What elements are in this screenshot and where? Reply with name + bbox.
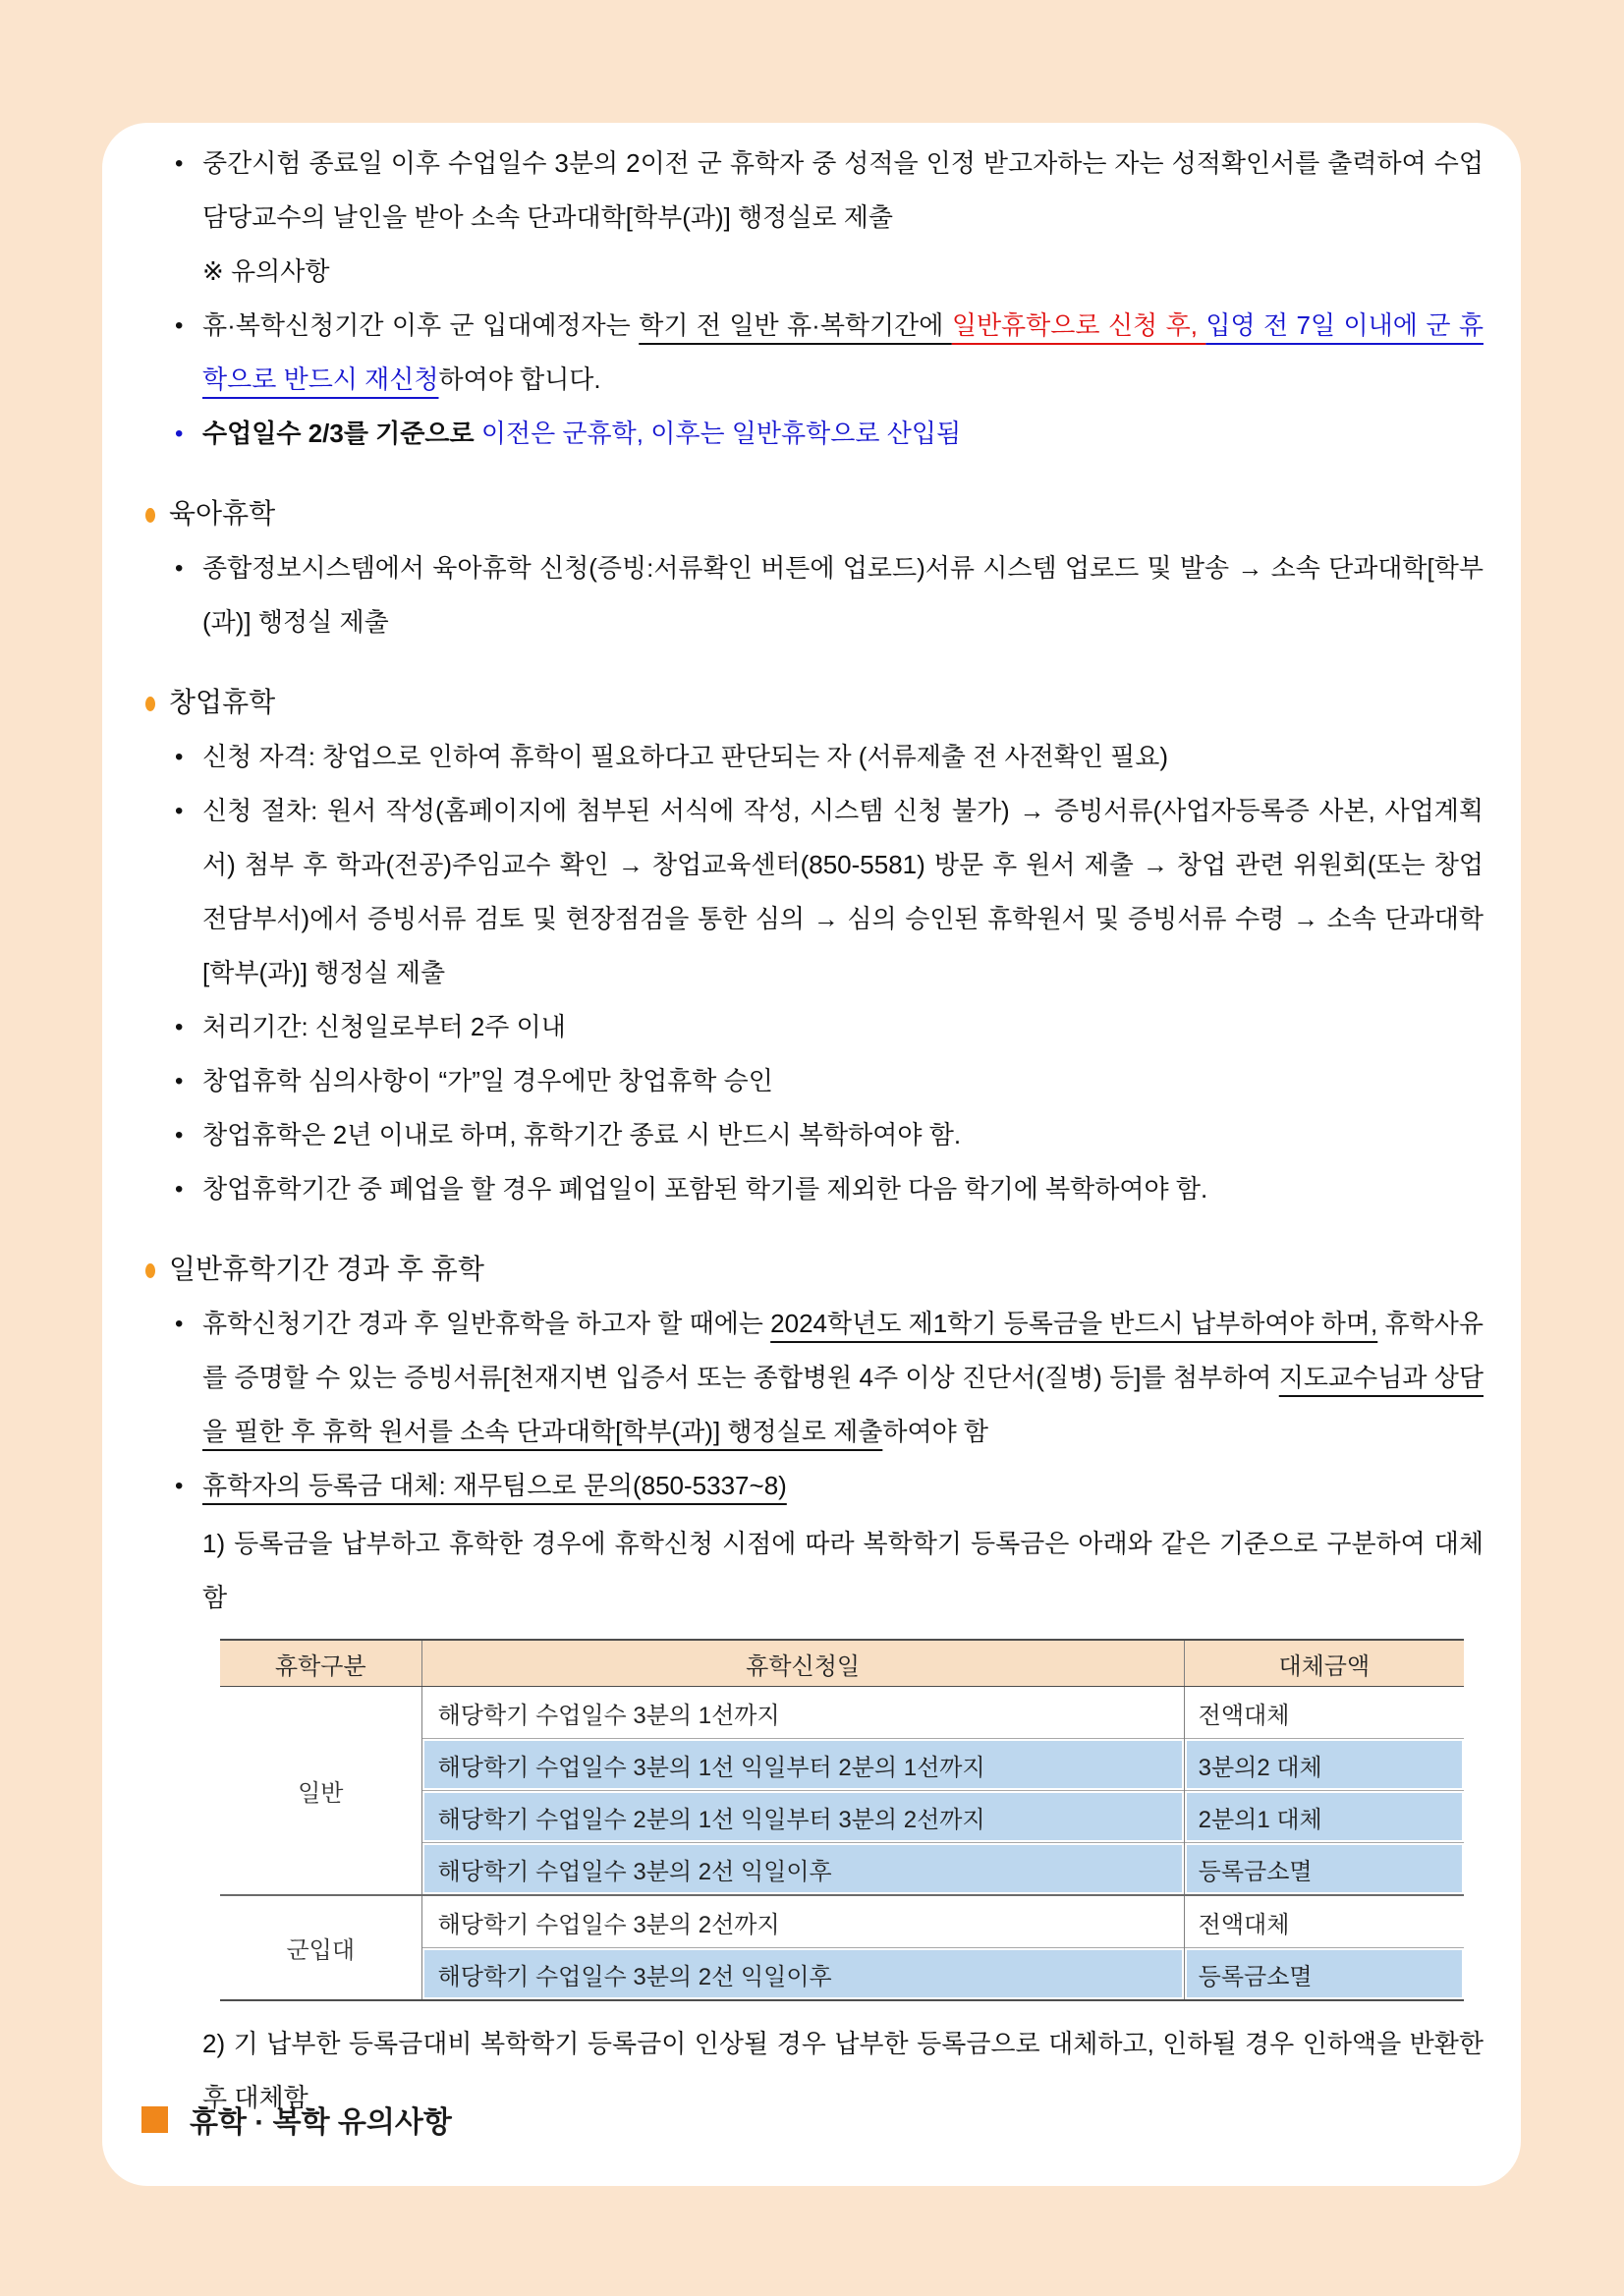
section-title-leave-after-general-period: [145, 1242, 1484, 1297]
numbered-paragraph: [145, 1517, 1484, 1625]
text-run: 2024학년도 제1학기 등록금을 반드시 납부하여야 하며,: [770, 1309, 1378, 1338]
text-run: 종합정보시스템에서 육아휴학 신청(증빙:서류확인 버튼에 업로드)서류 시스템 업로드 및 발송 → 소속 단과대학[학부(과)] 행정실 제출: [202, 553, 1484, 637]
text-run: ※ 유의사항: [202, 256, 330, 286]
table-cell-application-date: 해당학기 수업일수 3분의 2선 익일이후: [421, 1843, 1184, 1896]
list-item: [145, 407, 1484, 461]
bullet-icon: •: [175, 1014, 184, 1040]
list-item: [145, 137, 1484, 245]
text-run: 하여야 함: [882, 1417, 989, 1446]
bullet-icon: •: [175, 1473, 184, 1499]
text-run: 창업휴학기간 중 폐업을 할 경우 폐업일이 포함된 학기를 제외한 다음 학기에 복학하여야 함.: [202, 1174, 1208, 1204]
table-header-category: 휴학구분: [220, 1640, 421, 1687]
text-run: 2) 기 납부한 등록금대비 복학학기 등록금이 인상될 경우 납부한 등록금으로 대체하고, 인하될 경우 인하액을 반환한 후 대체함: [202, 2029, 1484, 2112]
bullet-icon: •: [175, 1122, 184, 1148]
text-run: 창업휴학 심의사항이 “가”일 경우에만 창업휴학 승인: [202, 1066, 773, 1095]
list-item-text: [202, 1459, 1484, 1513]
text-run: 이전은 군휴학, 이후는 일반휴학으로 산입됨: [480, 419, 962, 448]
table-cell-category: 군입대: [220, 1895, 421, 2000]
list-item: [145, 784, 1484, 1000]
text-run: 휴학사유를 증명할 수 있는 증빙서류[천재지변 입증서 또는 종합병원 4주 이상 진단서(질병) 등]를 첨부하여: [202, 1309, 1484, 1392]
section-title-text: 일반휴학기간 경과 후 휴학: [169, 1254, 484, 1284]
list-item-text: [202, 541, 1484, 649]
text-run: 휴학자의 등록금 대체: 재무팀으로 문의(850-5337~8): [202, 1471, 787, 1500]
table-cell-replacement-amount: 3분의2 대체: [1184, 1739, 1464, 1791]
table-cell-replacement-amount: 2분의1 대체: [1184, 1791, 1464, 1843]
text-run: 휴학신청기간 경과 후 일반휴학을 하고자 할 때에는: [202, 1309, 771, 1338]
document-content: [102, 123, 1521, 2186]
list-item: [145, 1459, 1484, 1513]
bullet-icon: •: [175, 555, 184, 582]
list-item: [145, 1000, 1484, 1054]
list-item-text: [202, 1162, 1484, 1216]
text-run: 휴·복학신청기간 이후 군 입대예정자는: [202, 310, 640, 340]
table-cell-replacement-amount: 전액대체: [1184, 1687, 1464, 1739]
table-cell-replacement-amount: 등록금소멸: [1184, 1843, 1464, 1896]
list-item: [145, 1162, 1484, 1216]
table-body: [220, 1687, 1464, 2001]
list-item-text: [202, 784, 1484, 1000]
text-run: 창업휴학은 2년 이내로 하며, 휴학기간 종료 시 반드시 복학하여야 함.: [202, 1120, 962, 1149]
footer-section-heading: [141, 2098, 452, 2141]
list-item: [145, 299, 1484, 407]
table-header-replacement-amount: 대체금액: [1184, 1640, 1464, 1687]
bullet-icon: •: [175, 744, 184, 770]
table-cell-application-date: 해당학기 수업일수 3분의 2선 익일이후: [421, 1948, 1184, 2001]
text-run: 하여야 합니다.: [438, 364, 601, 394]
table-cell-replacement-amount: 등록금소멸: [1184, 1948, 1464, 2001]
table-cell-application-date: 해당학기 수업일수 3분의 2선까지: [421, 1895, 1184, 1948]
text-run: 처리기간: 신청일로부터 2주 이내: [202, 1012, 566, 1041]
table-head: [220, 1640, 1464, 1687]
footer-section-title: 휴학 · 복학 유의사항: [190, 2106, 452, 2139]
table-header-row: [220, 1640, 1464, 1687]
section-title-text: 창업휴학: [169, 687, 276, 717]
table-cell-category: 일반: [298, 1780, 344, 1807]
text-run: 1) 등록금을 납부하고 휴학한 경우에 휴학신청 시점에 따라 복학학기 등록금은 아래와 같은 기준으로 구분하여 대체함: [202, 1529, 1484, 1612]
bullet-icon: •: [175, 312, 184, 339]
bullet-icon: •: [175, 1176, 184, 1203]
table-cell-application-date: 해당학기 수업일수 3분의 1선까지: [421, 1687, 1184, 1739]
text-run: 중간시험 종료일 이후 수업일수 3분의 2이전 군 휴학자 중 성적을 인정 받고자하는 자는 성적확인서를 출력하여 수업담당교수의 날인을 받아 소속 단과대학[학부(과)] 행정실로 제출: [202, 148, 1484, 232]
list-item-text: [202, 1000, 1484, 1054]
list-item: [145, 1054, 1484, 1108]
table-row: [220, 1687, 1464, 1739]
text-run: 신청 자격: 창업으로 인하여 휴학이 필요하다고 판단되는 자 (서류제출 전 사전확인 필요): [202, 742, 1169, 771]
tuition-replacement-table-wrapper: [220, 1639, 1464, 2001]
text-run: 일반휴학으로 신청 후,: [951, 310, 1206, 340]
list-item: [145, 1297, 1484, 1459]
text-run: 지도교수님과 상담을 필한 후 휴학 원서를 소속 단과대학[학부(과)] 행정실로 제출: [202, 1363, 1484, 1446]
bullet-icon: •: [175, 1311, 184, 1337]
list-item: [145, 1108, 1484, 1162]
list-item-text: [202, 1054, 1484, 1108]
list-item-text: [202, 299, 1484, 407]
table-row: [220, 1895, 1464, 1948]
list-item-text: [202, 137, 1484, 245]
bullet-icon: •: [175, 420, 184, 447]
list-item-text: [202, 407, 1484, 461]
section-title-childcare-leave: [145, 486, 1484, 541]
orange-square-icon: [141, 2106, 168, 2133]
list-item-text: [202, 730, 1484, 784]
section-bullet-icon: [145, 1263, 155, 1278]
list-item: [145, 541, 1484, 649]
bullet-icon: •: [175, 150, 184, 177]
table-header-application-date: 휴학신청일: [421, 1640, 1184, 1687]
list-item-text: [202, 1108, 1484, 1162]
table-cell-application-date: 해당학기 수업일수 3분의 1선 익일부터 2분의 1선까지: [421, 1739, 1184, 1791]
list-item-text: [202, 1297, 1484, 1459]
tuition-replacement-table: [220, 1639, 1464, 2001]
note-line: [145, 245, 1484, 299]
table-cell-replacement-amount: 전액대체: [1184, 1895, 1464, 1948]
section-bullet-icon: [145, 697, 155, 711]
text-run: 입영 전 7일 이내에 군 휴학으로 반드시 재신청: [202, 310, 1484, 394]
text-run: 신청 절차: 원서 작성(홈페이지에 첨부된 서식에 작성, 시스템 신청 불가) → 증빙서류(사업자등록증 사본, 사업계획서) 첨부 후 학과(전공)주임교수 확인 → 창업교육센터(850-5581) 방문 후 원서 제출 → 창업 관련 위원회(또는 창업 전담부서)에서 증빙서류 검토 및 현장점검을 통한 심의 → 심의 승인된 휴학원서 및 증빙서류 수령 → 소속 단과대학[학부(과)] 행정실 제출: [202, 796, 1484, 987]
section-title-startup-leave: [145, 675, 1484, 730]
section-title-text: 육아휴학: [169, 498, 276, 529]
text-run: 수업일수 2/3를 기준으로: [202, 419, 481, 448]
text-run: 학기 전 일반 휴·복학기간에: [639, 310, 952, 340]
bullet-icon: •: [175, 1068, 184, 1094]
document-card: [102, 123, 1521, 2186]
list-item: [145, 730, 1484, 784]
table-cell-application-date: 해당학기 수업일수 2분의 1선 익일부터 3분의 2선까지: [421, 1791, 1184, 1843]
bullet-icon: •: [175, 798, 184, 824]
section-bullet-icon: [145, 508, 155, 523]
